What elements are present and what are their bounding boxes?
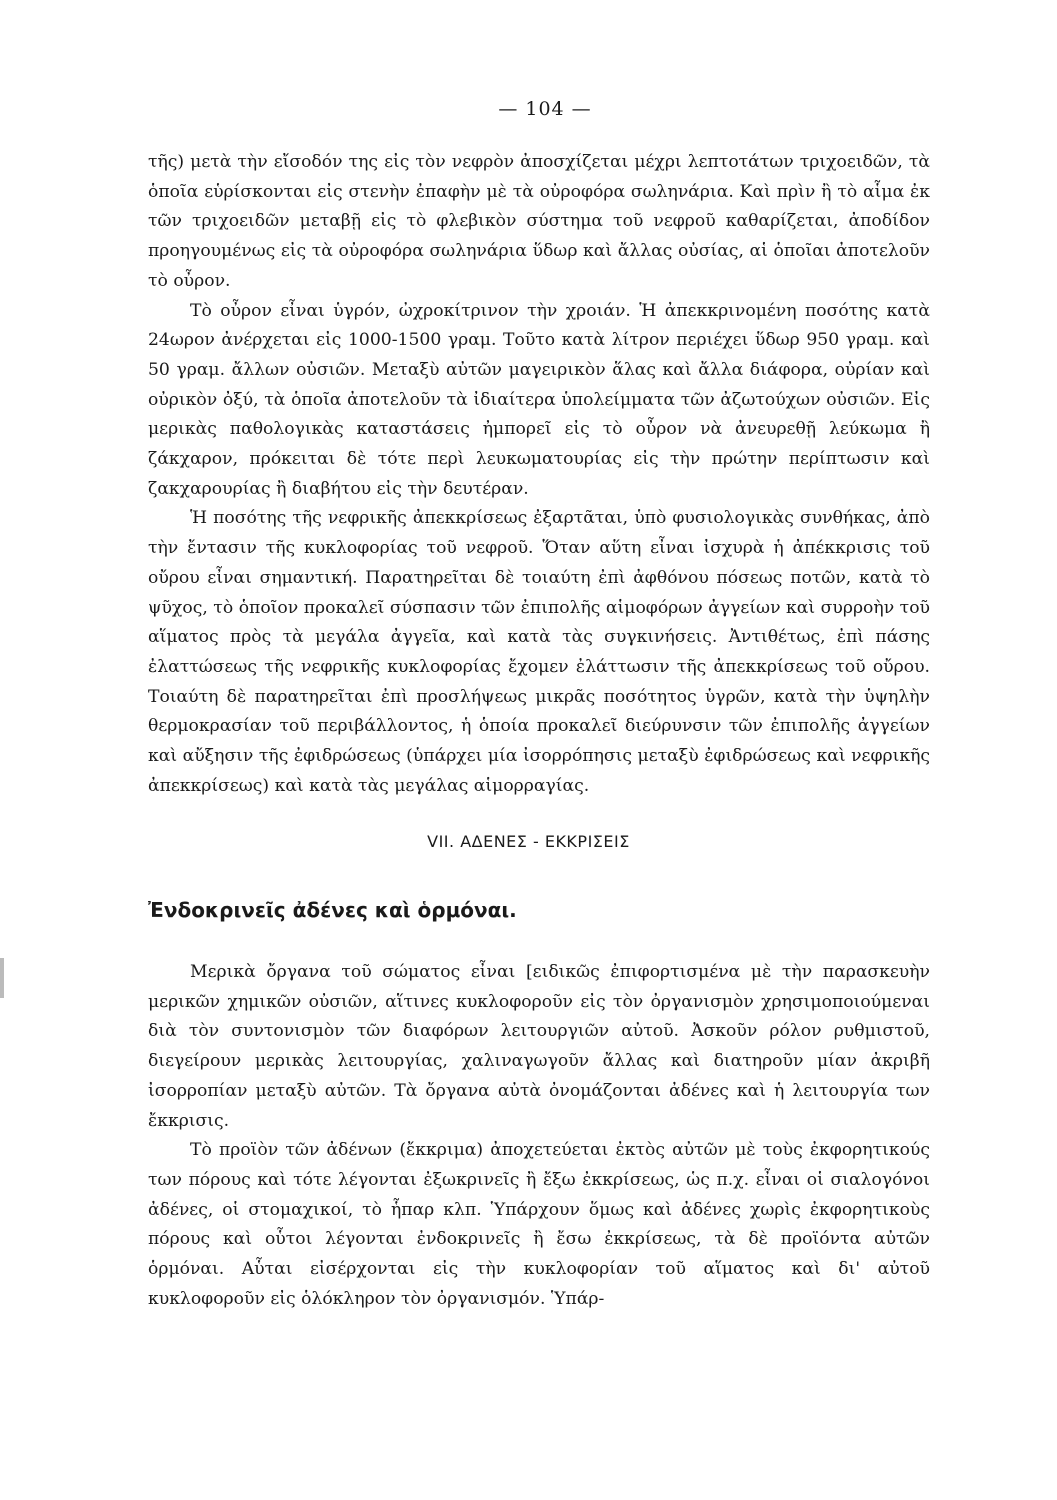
- paragraph: Τὸ προϊὸν τῶν ἀδένων (ἔκκριμα) ἀποχετεύεται ἐκτὸς αὐτῶν μὲ τοὺς ἐκφορητικούς των πόρους καὶ τότε λέγονται ἐξωκρινεῖς ἢ ἔξω ἐκκρίσεως, ὡς π.χ. εἶναι οἱ σιαλογόνοι ἀδένες, οἱ στομαχικοί, τὸ ἧπαρ κλπ. Ὑπάρχουν ὅμως καὶ ἀδένες χωρὶς ἐκφορητικοὺς πόρους καὶ οὗτοι λέγονται ἐνδοκρινεῖς ἢ ἔσω ἐκκρίσεως, τὰ δὲ προϊόντα αὐτῶν ὁρμόναι. Αὗται εἰσέρχονται εἰς τὴν κυκλοφορίαν τοῦ αἵματος καὶ δι' αὐτοῦ κυκλοφοροῦν εἰς ὁλόκληρον τὸν ὀργανισμόν. Ὑπάρ-: [148, 1140, 930, 1309]
- paragraph: τῆς) μετὰ τὴν εἴσοδόν της εἰς τὸν νεφρὸν ἀποσχίζεται μέχρι λεπτοτάτων τριχοειδῶν, τὰ ὁποῖα εὑρίσκονται εἰς στενὴν ἐπαφὴν μὲ τὰ οὐροφόρα σωληνάρια. Καὶ πρὶν ἢ τὸ αἷμα ἐκ τῶν τριχοειδῶν μεταβῇ εἰς τὸ φλεβικὸν σύστημα τοῦ νεφροῦ καθαρίζεται, ἀποδίδον προηγουμένως εἰς τὰ οὐροφόρα σωληνάρια ὕδωρ καὶ ἄλλας οὐσίας, αἱ ὁποῖαι ἀποτελοῦν τὸ οὖρον.: [148, 152, 930, 291]
- paragraph: Τὸ οὖρον εἶναι ὑγρόν, ὠχροκίτρινον τὴν χροιάν. Ἡ ἀπεκκρινομένη ποσότης κατὰ 24ωρον ἀνέρχεται εἰς 1000-1500 γραμ. Τοῦτο κατὰ λίτρον περιέχει ὕδωρ 950 γραμ. καὶ 50 γραμ. ἄλλων οὐσιῶν. Μεταξὺ αὐτῶν μαγειρικὸν ἅλας καὶ ἄλλα διάφορα, οὐρίαν καὶ οὐρικὸν ὀξύ, τὰ ὁποῖα ἀποτελοῦν τὰ ἰδιαίτερα ὑπολείμματα τῶν ἀζωτούχων οὐσιῶν. Εἰς μερικὰς παθολογικὰς καταστάσεις ἠμπορεῖ εἰς τὸ οὖρον νὰ ἀνευρεθῇ λεύκωμα ἢ ζάκχαρον, πρόκειται δὲ τότε περὶ λευκωματουρίας εἰς τὴν πρώτην περίπτωσιν καὶ ζακχαρουρίας ἢ διαβήτου εἰς τὴν δευτέραν.: [148, 300, 930, 499]
- paragraph: Ἡ ποσότης τῆς νεφρικῆς ἀπεκκρίσεως ἐξαρτᾶται, ὑπὸ φυσιολογικὰς συνθήκας, ἀπὸ τὴν ἔντασιν τῆς κυκλοφορίας τοῦ νεφροῦ. Ὅταν αὕτη εἶναι ἰσχυρὰ ἡ ἀπέκκρισις τοῦ οὔρου εἶναι σημαντική. Παρατηρεῖται δὲ τοιαύτη ἐπὶ ἀφθόνου πόσεως ποτῶν, κατὰ τὸ ψῦχος, τὸ ὁποῖον προκαλεῖ σύσπασιν τῶν ἐπιπολῆς αἱμοφόρων ἀγγείων καὶ συρροὴν τοῦ αἵματος πρὸς τὰ μεγάλα ἀγγεῖα, καὶ κατὰ τὰς συγκινήσεις. Ἀντιθέτως, ἐπὶ πάσης ἐλαττώσεως τῆς νεφρικῆς κυκλοφορίας ἔχομεν ἐλάττωσιν τῆς ἀπεκκρίσεως τοῦ οὔρου. Τοιαύτη δὲ παρατηρεῖται ἐπὶ προσλήψεως μικρᾶς ποσότητος ὑγρῶν, κατὰ τὴν ὑψηλὴν θερμοκρασίαν τοῦ περιβάλλοντος, ἡ ὁποία προκαλεῖ διεύρυνσιν τῶν ἐπιπολῆς ἀγγείων καὶ αὔξησιν τῆς ἐφιδρώσεως (ὑπάρχει μία ἰσορρόπησις μεταξὺ ἐφιδρώσεως καὶ νεφρικῆς ἀπεκκρίσεως) καὶ κατὰ τὰς μεγάλας αἱμορραγίας.: [148, 508, 930, 796]
- text-block-bottom: [148, 958, 930, 1314]
- paragraph: Μερικὰ ὄργανα τοῦ σώματος εἶναι [ειδικῶς ἐπιφορτισμένα μὲ τὴν παρασκευὴν μερικῶν χημικῶν οὐσιῶν, αἵτινες κυκλοφοροῦν εἰς τὸν ὀργανισμὸν χρησιμοποιούμεναι διὰ τὸν συντονισμὸν τῶν διαφόρων λειτουργιῶν αὐτοῦ. Ἀσκοῦν ρόλον ρυθμιστοῦ, διεγείρουν μερικὰς λειτουργίας, χαλιναγωγοῦν ἄλλας καὶ διατηροῦν μίαν ἀκριβῆ ἰσορροπίαν μεταξὺ αὐτῶν. Τὰ ὄργανα αὐτὰ ὀνομάζονται ἀδένες καὶ ἡ λειτουργία των ἔκκρισις.: [148, 962, 930, 1131]
- text-block-top: [148, 148, 930, 801]
- page-number: — 104 —: [498, 98, 592, 120]
- section-heading: VII. ΑΔΕΝΕΣ - ΕΚΚΡΙΣΕΙΣ: [427, 832, 630, 851]
- scan-edge-mark: [0, 958, 4, 998]
- sub-heading: Ἐνδοκρινεῖς ἀδένες καὶ ὁρμόναι.: [148, 898, 517, 922]
